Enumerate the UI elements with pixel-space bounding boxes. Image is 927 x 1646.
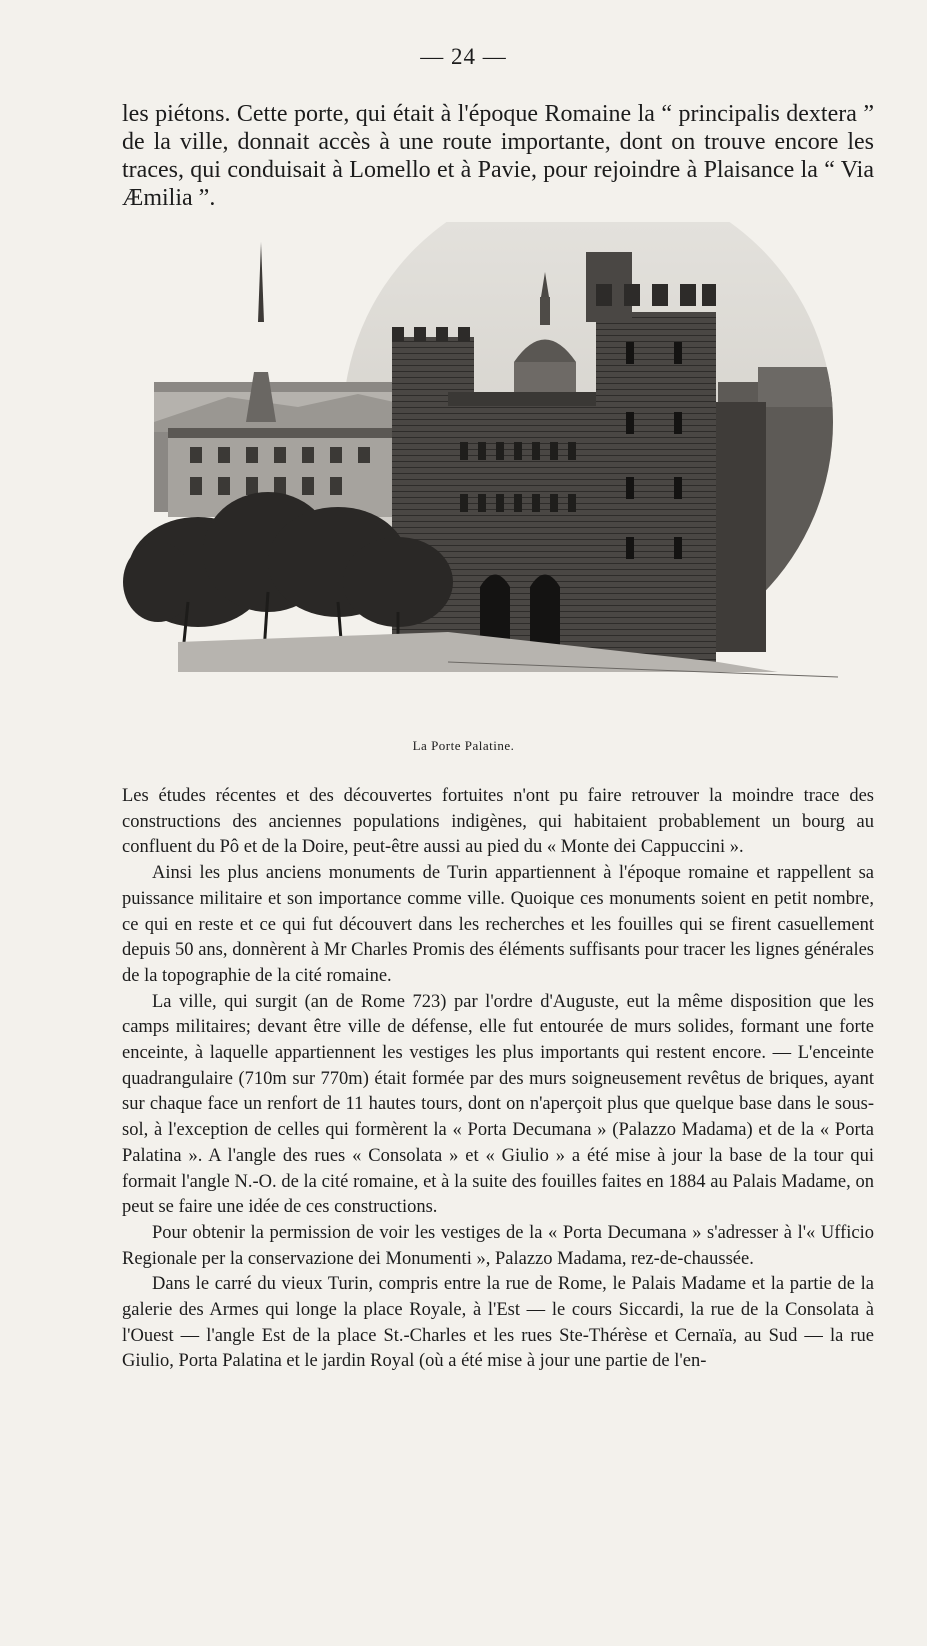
porta-palatina-engraving-icon	[118, 222, 878, 722]
porta-palatina-figure	[118, 222, 878, 722]
paragraph: Ainsi les plus anciens monuments de Turin appartiennent à l'époque romaine et rappellent sa puissance militaire et son importance comme ville. Quoique ces monuments soient en petit nombre, ce qui en reste et ce qui fut découvert dans les recherches et les fouilles qui se firent casuellement depuis 50 ans, donnèrent à Mr Charles Promis des éléments suffisants pour tracer les lignes générales de la topographie de la cité romaine.	[122, 863, 874, 986]
body-text	[122, 784, 874, 1375]
page-number: — 24 —	[420, 44, 507, 69]
paragraph: Les études récentes et des découvertes fortuites n'ont pu faire retrouver la moindre trace des constructions des anciennes populations indigènes, qui habitaient probablement un bourg au confluent du Pô et de la Doire, peut-être aussi au pied du « Monte dei Cappuccini ».	[122, 786, 874, 858]
intro-paragraph: les piétons. Cette porte, qui était à l'époque Romaine la “ principalis dextera ” de la ville, donnait accès à une route importante, dont on trouve encore les traces, qui conduisait à Lomello et à Pavie, pour rejoindre à Plaisance la “ Via Æmilia ”.	[122, 101, 874, 211]
figure-caption: La Porte Palatine.	[412, 738, 515, 753]
paragraph: Pour obtenir la permission de voir les vestiges de la « Porta Decumana » s'adresser à l'« Ufficio Regionale per la conservazione dei Monumenti », Palazzo Madama, rez-de-chaussée.	[122, 1222, 874, 1269]
paragraph: Dans le carré du vieux Turin, compris entre la rue de Rome, le Palais Madame et la partie de la galerie des Armes qui longe la place Royale, à l'Est — le cours Siccardi, la rue de la Consolata à l'Ouest — l'angle Est de la place St.-Charles et les rues Ste-Thérèse et Cernaïa, au Sud — la rue Giulio, Porta Palatina et le jardin Royal (où a été mise à jour une partie de l'en-	[122, 1274, 874, 1372]
paragraph: La ville, qui surgit (an de Rome 723) par l'ordre d'Auguste, eut la même disposition que les camps militaires; devant être ville de défense, elle fut entourée de murs solides, formant une forte enceinte, à laquelle appartiennent les vestiges les plus importants qui restent encore. — L'enceinte quadrangulaire (710m sur 770m) était formée par des murs soigneusement revêtus de briques, ayant sur chaque face un renfort de 11 hautes tours, dont on n'aperçoit plus que quelque base dans le sous-sol, à l'exception de celles qui formèrent la « Porta Decumana » (Palazzo Madama) et de la « Porta Palatina ». A l'angle des rues « Consolata » et « Giulio » a été mise à jour la base de la tour qui formait l'angle N.-O. de la cité romaine, et à la suite des fouilles faites en 1884 au Palais Madame, on peut se faire une idée de ces constructions.	[122, 991, 874, 1218]
